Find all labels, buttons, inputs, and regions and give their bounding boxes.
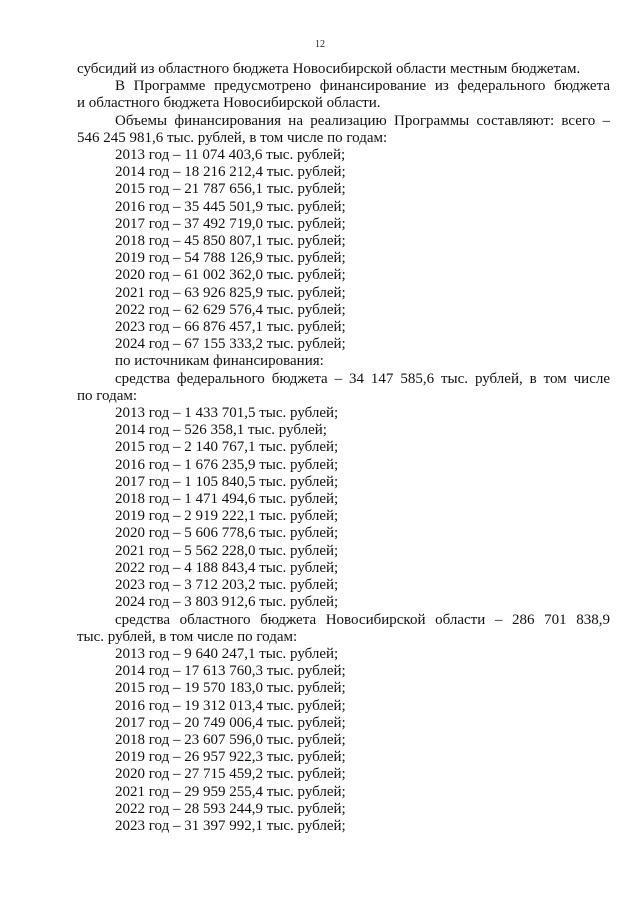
federal-budget-line-1: средства федерального бюджета – 34 147 585,6 тыс. рублей, в том числе xyxy=(115,370,610,387)
list-item: 2021 год – 29 959 255,4 тыс. рублей; xyxy=(115,783,346,800)
intro-line-1: субсидий из областного бюджета Новосибирской области местным бюджетам. xyxy=(77,61,581,77)
list-item: 2022 год – 4 188 843,4 тыс. рублей; xyxy=(115,559,339,576)
list-item: 2013 год – 9 640 247,1 тыс. рублей; xyxy=(115,645,339,662)
list-item: 2014 год – 526 358,1 тыс. рублей; xyxy=(115,422,327,439)
list-item: 2024 год – 3 803 912,6 тыс. рублей; xyxy=(115,594,339,611)
list-item: 2019 год – 54 788 126,9 тыс. рублей; xyxy=(115,250,346,267)
list-item: 2023 год – 31 397 992,1 тыс. рублей; xyxy=(115,817,346,834)
regional-by-year-list xyxy=(77,646,610,835)
regional-budget-line-2: тыс. рублей, в том числе по годам: xyxy=(77,628,298,645)
list-item: 2020 год – 5 606 778,6 тыс. рублей; xyxy=(115,525,339,542)
list-item: 2014 год – 17 613 760,3 тыс. рублей; xyxy=(115,663,346,680)
list-item: 2017 год – 1 105 840,5 тыс. рублей; xyxy=(115,473,339,490)
list-item: 2018 год – 23 607 596,0 тыс. рублей; xyxy=(115,731,346,748)
list-item: 2021 год – 63 926 825,9 тыс. рублей; xyxy=(115,284,346,301)
list-item: 2024 год – 67 155 333,2 тыс. рублей; xyxy=(115,336,346,353)
list-item: 2015 год – 19 570 183,0 тыс. рублей; xyxy=(115,680,346,697)
list-item: 2019 год – 2 919 222,1 тыс. рублей; xyxy=(115,508,339,525)
list-item: 2021 год – 5 562 228,0 тыс. рублей; xyxy=(115,542,339,559)
list-item: 2015 год – 21 787 656,1 тыс. рублей; xyxy=(115,181,346,198)
federal-budget-line-2: по годам: xyxy=(77,387,138,404)
list-item: 2015 год – 2 140 767,1 тыс. рублей; xyxy=(115,439,339,456)
list-item: 2013 год – 1 433 701,5 тыс. рублей; xyxy=(115,405,339,422)
intro-paragraph-3-line-2: 546 245 981,6 тыс. рублей, в том числе по годам: xyxy=(77,129,388,146)
by-sources-heading: по источникам финансирования: xyxy=(115,353,324,370)
regional-budget-line-1: средства областного бюджета Новосибирской области – 286 701 838,9 xyxy=(115,611,610,628)
intro-paragraph-2-line-2: и областного бюджета Новосибирской области. xyxy=(77,95,381,112)
list-item: 2013 год – 11 074 403,6 тыс. рублей; xyxy=(115,147,346,164)
federal-by-year-list xyxy=(77,405,610,611)
list-item: 2018 год – 45 850 807,1 тыс. рублей; xyxy=(115,233,346,250)
document-body xyxy=(77,61,610,835)
intro-paragraph-2-line-1: В Программе предусмотрено финансирование из федерального бюджета xyxy=(115,78,610,95)
list-item: 2017 год – 20 749 006,4 тыс. рублей; xyxy=(115,714,346,731)
list-item: 2020 год – 27 715 459,2 тыс. рублей; xyxy=(115,766,346,783)
list-item: 2018 год – 1 471 494,6 тыс. рублей; xyxy=(115,491,339,508)
list-item: 2020 год – 61 002 362,0 тыс. рублей; xyxy=(115,267,346,284)
list-item: 2023 год – 66 876 457,1 тыс. рублей; xyxy=(115,319,346,336)
list-item: 2016 год – 1 676 235,9 тыс. рублей; xyxy=(115,456,339,473)
list-item: 2019 год – 26 957 922,3 тыс. рублей; xyxy=(115,749,346,766)
list-item: 2014 год – 18 216 212,4 тыс. рублей; xyxy=(115,164,346,181)
total-by-year-list xyxy=(77,147,610,353)
list-item: 2016 год – 35 445 501,9 тыс. рублей; xyxy=(115,198,346,215)
list-item: 2023 год – 3 712 203,2 тыс. рублей; xyxy=(115,577,339,594)
list-item: 2022 год – 28 593 244,9 тыс. рублей; xyxy=(115,800,346,817)
page-number: 12 xyxy=(315,39,325,50)
list-item: 2022 год – 62 629 576,4 тыс. рублей; xyxy=(115,301,346,318)
list-item: 2016 год – 19 312 013,4 тыс. рублей; xyxy=(115,697,346,714)
intro-paragraph-3-line-1: Объемы финансирования на реализацию Программы составляют: всего – xyxy=(115,112,610,129)
list-item: 2017 год – 37 492 719,0 тыс. рублей; xyxy=(115,215,346,232)
